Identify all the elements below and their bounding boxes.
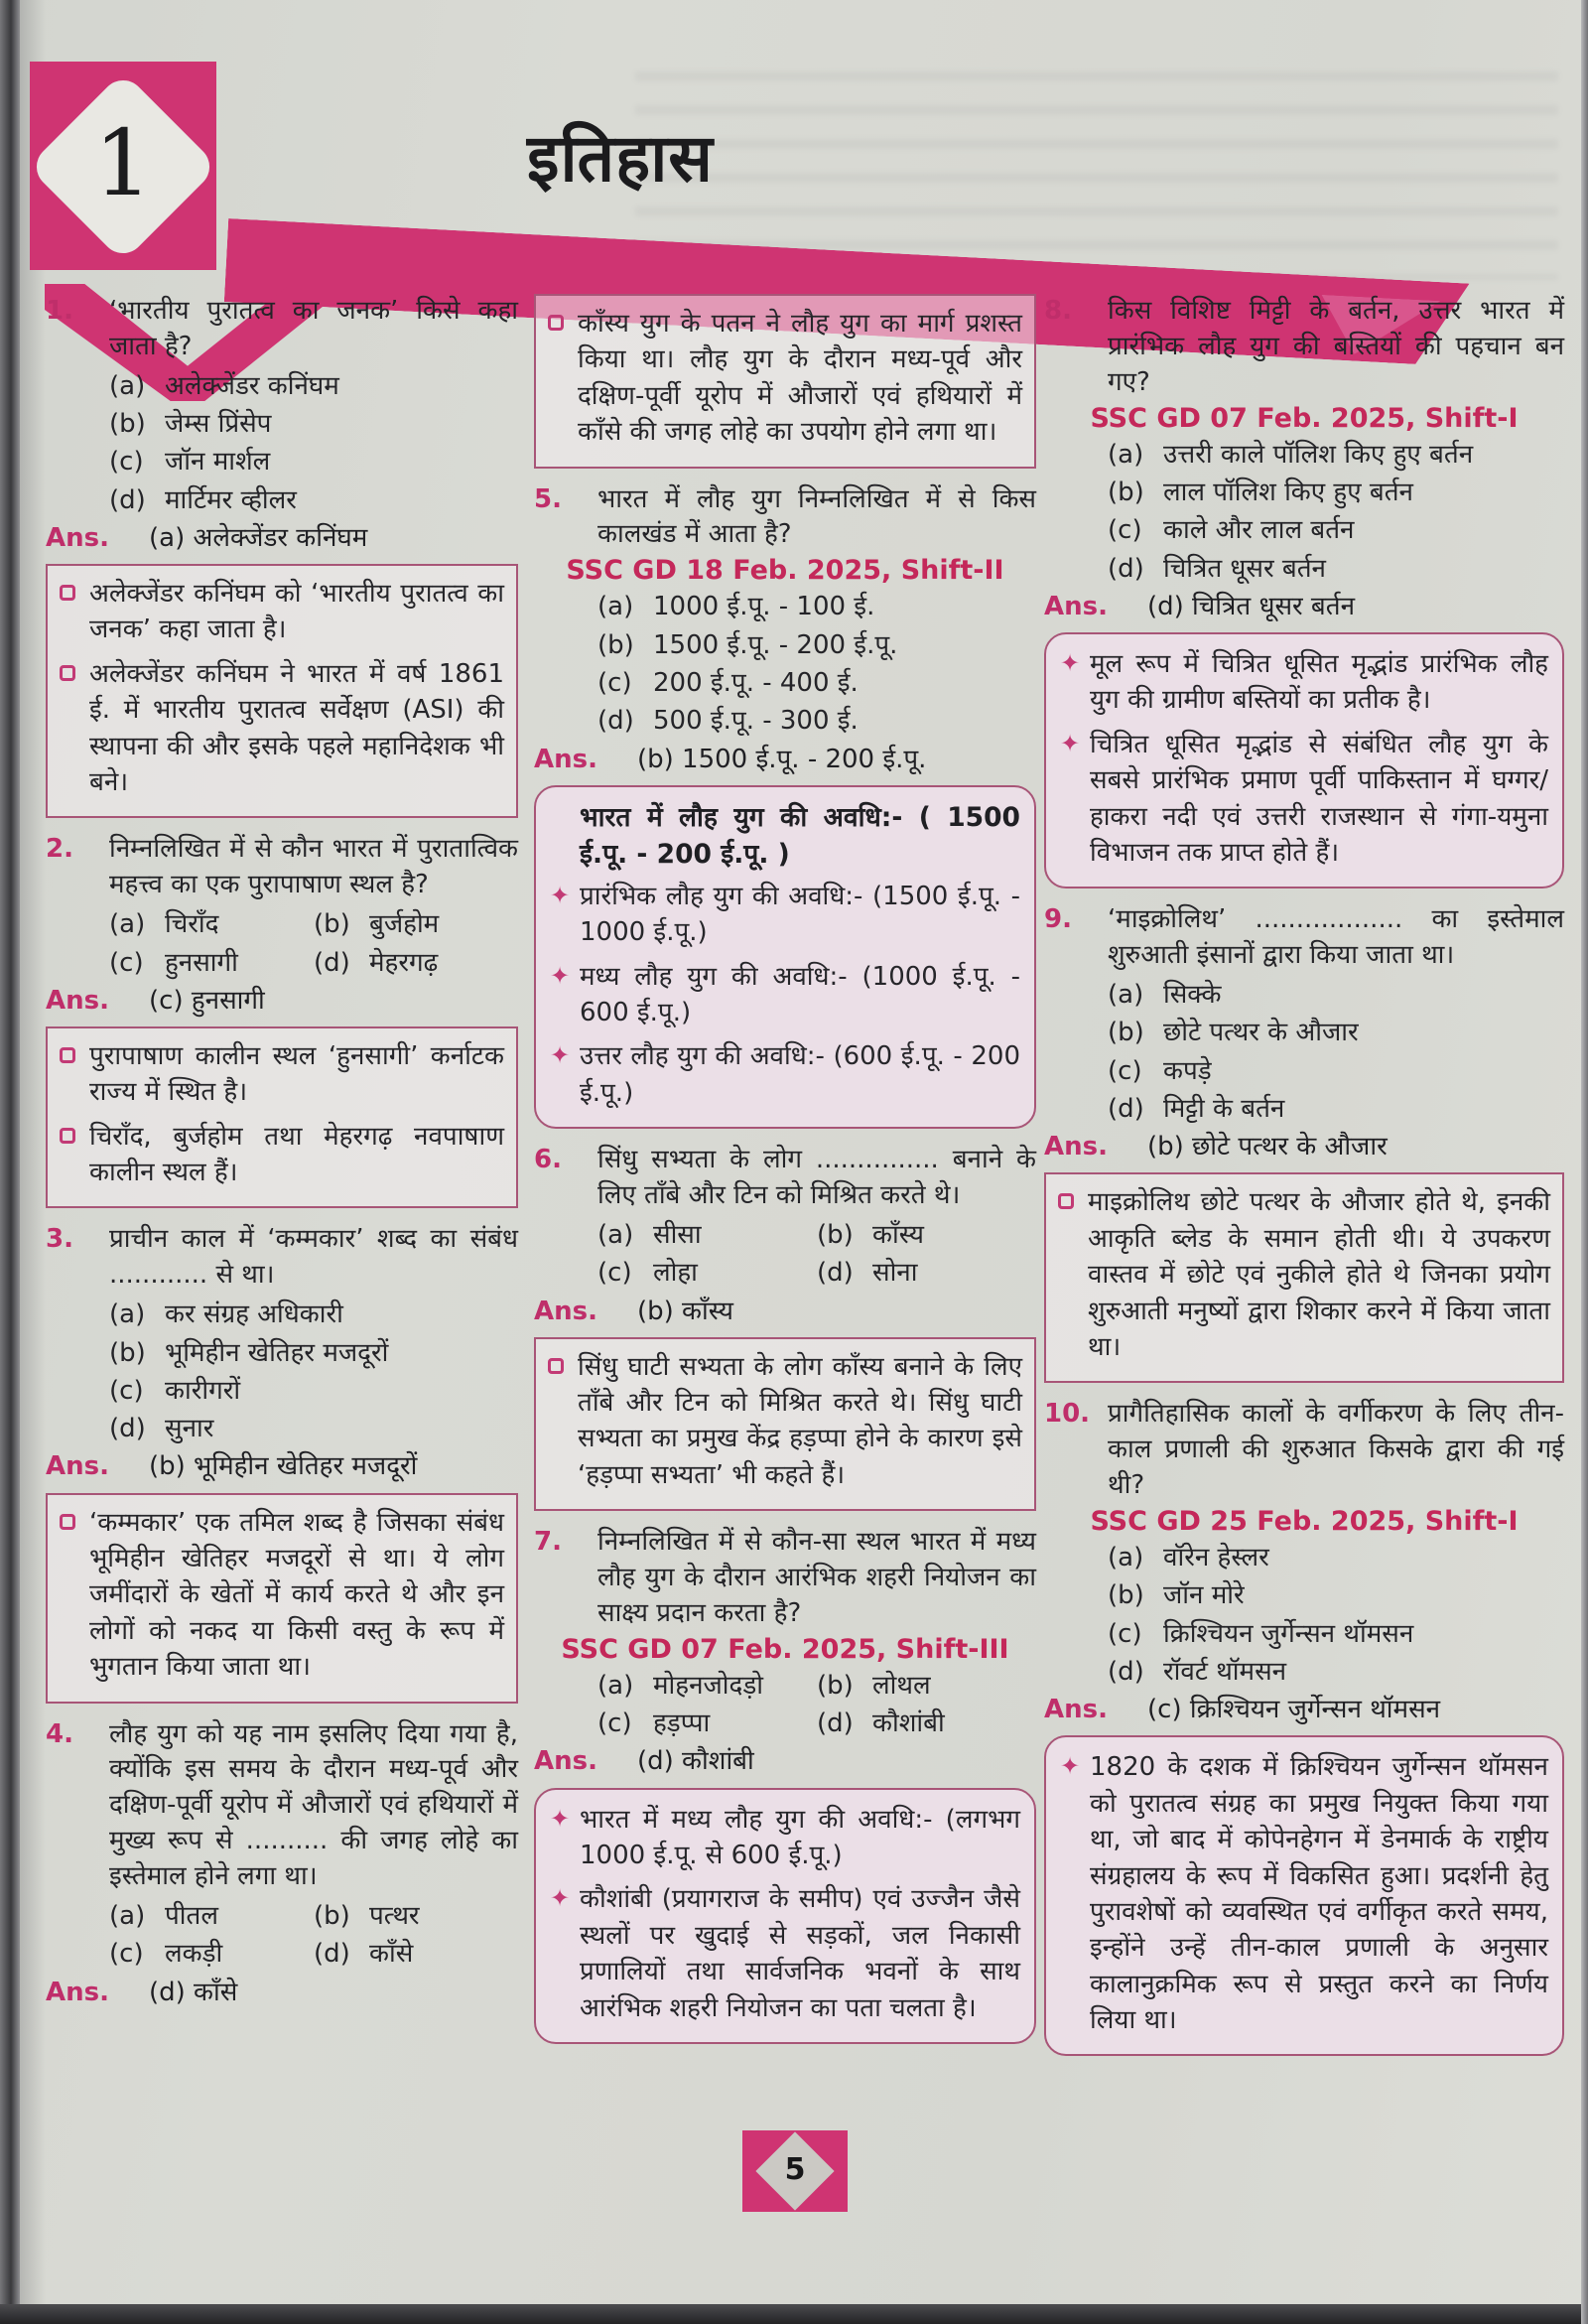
info-box	[1044, 1735, 1564, 2056]
answer-text: (b) भूमिहीन खेतिहर मजदूरों	[149, 1451, 418, 1482]
question-text: भारत में लौह युग निम्नलिखित में से किस कालखंड में आता है?	[597, 483, 1036, 550]
option-label: (b)	[1108, 1580, 1144, 1611]
explanation-text: ‘कम्मकार’ एक तमिल शब्द है जिसका संबंध भूमिहीन खेतिहर मजदूरों से था। ये लोग जमींदारों के खेतों में कार्य करते थे और इन लोगों को नकद या किसी वस्तु के रूप में भुगतान किया जाता था।	[89, 1507, 504, 1683]
option-label: (c)	[109, 1939, 144, 1970]
answer-text: (d) काँसे	[149, 1977, 238, 2007]
exam-source: SSC GD 07 Feb. 2025, Shift-III	[561, 1633, 1009, 1665]
option-text: सिक्के	[1163, 980, 1222, 1011]
option-text: हड़प्पा	[653, 1709, 711, 1739]
option-text: उत्तरी काले पॉलिश किए हुए बर्तन	[1163, 439, 1474, 470]
question-number: 3.	[46, 1224, 73, 1255]
answer-row	[1044, 590, 1564, 624]
option-text: चित्रित धूसर बर्तन	[1163, 553, 1326, 584]
page-edge-bottom	[0, 2304, 1588, 2324]
question-number: 8.	[1044, 296, 1072, 326]
option-label: (b)	[817, 1670, 854, 1701]
option-text: कारीगरों	[165, 1375, 241, 1406]
answer-label: Ans.	[534, 1296, 597, 1326]
exam-source: SSC GD 07 Feb. 2025, Shift-I	[1090, 402, 1519, 434]
option-text: पीतल	[165, 1900, 218, 1931]
info-box	[1044, 632, 1564, 889]
question-number: 9.	[1044, 904, 1072, 935]
question-text: किस विशिष्ट मिट्टी के बर्तन, उत्तर भारत में प्रारंभिक लौह युग की बस्तियों की पहचान बन गए?	[1108, 296, 1564, 397]
option-label: (c)	[109, 447, 144, 478]
square-bullet-icon	[60, 585, 75, 601]
explanation-text: अलेक्जेंडर कनिंघम को ‘भारतीय पुरातत्व का जनक’ कहा जाता है।	[89, 579, 504, 645]
option-text: क्रिश्चियन जुर्गेन्सन थॉमसन	[1163, 1618, 1414, 1649]
option-text: काँसे	[369, 1939, 414, 1970]
question-text: प्रागैतिहासिक कालों के वर्गीकरण के लिए तीन-काल प्रणाली की शुरुआत किसके द्वारा की गई थी?	[1108, 1399, 1564, 1501]
exam-source: SSC GD 18 Feb. 2025, Shift-II	[566, 555, 1004, 587]
question-10	[1044, 1397, 1564, 2056]
explanation-text: अलेक्जेंडर कनिंघम ने भारत में वर्ष 1861 ई. में भारतीय पुरातत्व सर्वेक्षण (ASI) की स्थापना की और इसके पहले महानिदेशक भी बने।	[89, 658, 504, 798]
option-a	[1108, 978, 1564, 1012]
answer-label: Ans.	[1044, 1132, 1108, 1162]
option-label: (c)	[1108, 1618, 1142, 1649]
option-text: मार्टिमर व्हीलर	[165, 484, 297, 515]
info-box-heading: भारत में लौह युग की अवधि:- ( 1500 ई.पू. - 200 ई.पू. )	[580, 801, 1020, 870]
info-text: प्रारंभिक लौह युग की अवधि:- (1500 ई.पू. - 1000 ई.पू.)	[580, 881, 1020, 948]
option-text: मोहनजोदड़ो	[653, 1670, 763, 1701]
option-text: जॉन मोरे	[1163, 1580, 1245, 1611]
square-bullet-icon	[548, 315, 564, 331]
option-text: वॉरेन हेस्लर	[1163, 1542, 1269, 1572]
option-label: (b)	[109, 1337, 146, 1368]
option-text: कर संग्रह अधिकारी	[165, 1299, 343, 1330]
option-text: लोथल	[872, 1670, 931, 1701]
option-label: (a)	[1108, 1542, 1144, 1572]
option-label: (a)	[109, 909, 146, 940]
question-9	[1044, 902, 1564, 1383]
option-label: (d)	[1108, 1094, 1144, 1124]
option-c	[1108, 1054, 1564, 1088]
answer-label: Ans.	[46, 1977, 109, 2007]
option-b	[109, 1336, 518, 1370]
explanation-text: काँस्य युग के पतन ने लौह युग का मार्ग प्रशस्त किया था। लौह युग के दौरान मध्य-पूर्व और दक्षिण-पूर्वी यूरोप में औजारों एवं हथियारों में काँसे की जगह लोहे का उपयोग होने लगा था।	[578, 309, 1022, 448]
option-text: 1500 ई.पू. - 200 ई.पू.	[653, 629, 898, 660]
option-label: (a)	[1108, 439, 1144, 470]
option-label: (c)	[109, 1375, 144, 1406]
question-number: 10.	[1044, 1399, 1091, 1430]
option-label: (c)	[597, 1258, 632, 1289]
option-d	[109, 483, 518, 517]
page-edge-left-shadow	[20, 0, 46, 2324]
option-text: अलेक्जेंडर कनिंघम	[165, 370, 339, 401]
option-text: कौशांबी	[872, 1709, 945, 1739]
option-b	[1108, 476, 1564, 509]
explanation-box	[46, 1493, 518, 1704]
option-d	[314, 946, 518, 980]
option-label: (d)	[817, 1258, 854, 1289]
answer-text: (c) हुनसागी	[149, 985, 265, 1016]
answer-text: (b) छोटे पत्थर के औजार	[1147, 1132, 1388, 1162]
answer-row	[46, 521, 518, 556]
answer-row	[1044, 1130, 1564, 1164]
explanation-box	[534, 1337, 1036, 1512]
question-text: निम्नलिखित में से कौन-सा स्थल भारत में मध्य लौह युग के दौरान आरंभिक शहरी नियोजन का साक्ष्य प्रदान करता है?	[597, 1527, 1036, 1628]
diamond-bullet-icon: ✦	[1060, 729, 1081, 757]
question-text: ‘भारतीय पुरातत्व का जनक’ किसे कहा जाता है?	[109, 296, 518, 361]
option-label: (a)	[109, 370, 146, 401]
option-text: चिराँद	[165, 909, 219, 940]
option-c	[597, 1256, 817, 1290]
option-d	[1108, 552, 1564, 586]
explanation-text: पुरापाषाण कालीन स्थल ‘हुनसागी’ कर्नाटक राज्य में स्थित है।	[89, 1040, 504, 1108]
question-number: 4.	[46, 1718, 73, 1749]
option-text: जेम्स प्रिंसेप	[165, 409, 272, 440]
info-text: कौशांबी (प्रयागराज के समीप) एवं उज्जैन जैसे स्थलों पर खुदाई से सड़कों, जल निकासी प्रणालियों तथा सार्वजनिक भवनों के साथ आरंभिक शहरी नियोजन का पता चलता है।	[580, 1884, 1020, 2023]
diamond-bullet-icon: ✦	[550, 1804, 571, 1833]
option-text: सुनार	[165, 1414, 214, 1444]
option-d	[109, 1412, 518, 1445]
diamond-bullet-icon: ✦	[1060, 648, 1081, 677]
question-text: सिंधु सभ्यता के लोग ............... बनाने के लिए ताँबे और टिन को मिश्रित करते थे।	[597, 1145, 1036, 1211]
option-text: मिट्टी के बर्तन	[1163, 1094, 1285, 1124]
question-number: 5.	[534, 483, 562, 514]
diamond-bullet-icon: ✦	[1060, 1752, 1081, 1781]
option-b	[817, 1669, 1036, 1703]
option-a	[597, 1218, 817, 1252]
option-c	[109, 946, 314, 980]
answer-label: Ans.	[46, 1451, 109, 1482]
page-edge-right	[1581, 0, 1588, 2324]
explanation-box	[1044, 1172, 1564, 1383]
page-title: इतिहास	[527, 120, 714, 197]
option-label: (c)	[1108, 1055, 1142, 1086]
answer-label: Ans.	[1044, 1695, 1108, 1725]
option-text: काँस्य	[872, 1219, 924, 1250]
explanation-box	[534, 294, 1036, 469]
option-b	[109, 407, 518, 441]
option-d	[597, 704, 1036, 738]
option-c	[109, 1374, 518, 1408]
column-1	[46, 294, 518, 2018]
chapter-number: 1	[93, 110, 153, 216]
option-text: छोटे पत्थर के औजार	[1163, 1018, 1359, 1048]
diamond-bullet-icon: ✦	[550, 881, 571, 909]
question-text: निम्नलिखित में से कौन भारत में पुरातात्विक महत्त्व का एक पुरापाषाण स्थल है?	[109, 834, 518, 900]
option-a	[1108, 1541, 1564, 1574]
option-label: (c)	[597, 1709, 632, 1739]
option-text: लोहा	[653, 1258, 698, 1289]
option-label: (b)	[314, 1900, 350, 1931]
option-b	[1108, 1578, 1564, 1612]
question-3	[46, 1222, 518, 1703]
option-text: पत्थर	[369, 1900, 420, 1931]
answer-row	[1044, 1693, 1564, 1727]
square-bullet-icon	[60, 1047, 75, 1063]
option-label: (d)	[1108, 553, 1144, 584]
info-box	[534, 1788, 1036, 2044]
answer-row	[46, 1976, 518, 2010]
option-label: (d)	[109, 1414, 146, 1444]
option-a	[1108, 438, 1564, 472]
option-b	[817, 1218, 1036, 1252]
option-a	[109, 907, 314, 941]
option-c	[1108, 1617, 1564, 1651]
option-label: (a)	[109, 1900, 146, 1931]
option-text: 200 ई.पू. - 400 ई.	[653, 667, 859, 698]
option-text: हुनसागी	[165, 947, 238, 978]
info-text: मूल रूप में चित्रित धूसित मृद्भांड प्रारंभिक लौह युग की ग्रामीण बस्तियों का प्रतीक है।	[1090, 648, 1548, 716]
option-a	[109, 1298, 518, 1331]
option-text: लाल पॉलिश किए हुए बर्तन	[1163, 477, 1413, 507]
question-2	[46, 832, 518, 1208]
answer-text: (d) कौशांबी	[637, 1746, 754, 1777]
option-c	[597, 1707, 817, 1740]
option-text: रॉवर्ट थॉमसन	[1163, 1656, 1287, 1687]
diamond-bullet-icon: ✦	[550, 961, 571, 990]
page-number: 5	[784, 2152, 806, 2187]
option-label: (d)	[314, 947, 350, 978]
info-text: मध्य लौह युग की अवधि:- (1000 ई.पू. - 600 ई.पू.)	[580, 961, 1020, 1028]
option-text: भूमिहीन खेतिहर मजदूरों	[165, 1337, 389, 1368]
option-label: (b)	[314, 909, 350, 940]
option-label: (c)	[109, 947, 144, 978]
option-label: (d)	[1108, 1656, 1144, 1687]
option-b	[597, 628, 1036, 662]
answer-label: Ans.	[46, 985, 109, 1016]
option-text: लकड़ी	[165, 1939, 223, 1970]
option-text: काले और लाल बर्तन	[1163, 515, 1355, 546]
answer-text: (a) अलेक्जेंडर कनिंघम	[149, 523, 368, 553]
answer-row	[46, 1449, 518, 1484]
option-label: (d)	[314, 1939, 350, 1970]
square-bullet-icon	[548, 1358, 564, 1374]
question-number: 1.	[46, 296, 73, 326]
option-label: (a)	[597, 592, 634, 622]
option-text: 500 ई.पू. - 300 ई.	[653, 706, 859, 737]
answer-row	[534, 1295, 1036, 1329]
option-a	[109, 369, 518, 403]
answer-label: Ans.	[1044, 591, 1108, 621]
question-number: 7.	[534, 1527, 562, 1558]
explanation-text: माइक्रोलिथ छोटे पत्थर के औजार होते थे, इनकी आकृति ब्लेड के समान होती थी। ये उपकरण वास्तव में छोटे एवं नुकीले होते थे जिनका प्रयोग शुरुआती मनुष्यों द्वारा शिकार करने में किया जाता था।	[1088, 1187, 1550, 1362]
answer-label: Ans.	[46, 523, 109, 553]
info-text: भारत में मध्य लौह युग की अवधि:- (लगभग 1000 ई.पू. से 600 ई.पू.)	[580, 1804, 1020, 1870]
question-text: ‘माइक्रोलिथ’ .................. का इस्तेमाल शुरुआती इंसानों द्वारा किया जाता था।	[1108, 904, 1564, 971]
option-b	[1108, 1016, 1564, 1049]
option-label: (a)	[597, 1219, 634, 1250]
option-d	[314, 1937, 518, 1971]
option-label: (c)	[597, 667, 632, 698]
option-label: (b)	[109, 409, 146, 440]
option-label: (d)	[109, 484, 146, 515]
question-6	[534, 1143, 1036, 1511]
info-box	[534, 785, 1036, 1130]
option-label: (a)	[597, 1670, 634, 1701]
answer-text: (d) चित्रित धूसर बर्तन	[1147, 591, 1356, 621]
answer-row	[534, 1744, 1036, 1779]
option-c	[1108, 513, 1564, 547]
explanation-box	[46, 564, 518, 818]
answer-text: (b) 1500 ई.पू. - 200 ई.पू.	[637, 744, 927, 774]
square-bullet-icon	[60, 1514, 75, 1530]
option-a	[597, 1669, 817, 1703]
question-4	[46, 1717, 518, 2010]
option-text: 1000 ई.पू. - 100 ई.	[653, 592, 875, 622]
option-text: कपड़े	[1163, 1055, 1212, 1086]
page-edge-left	[0, 0, 20, 2324]
square-bullet-icon	[1058, 1193, 1074, 1209]
option-a	[597, 590, 1036, 623]
question-8	[1044, 294, 1564, 889]
option-c	[109, 445, 518, 478]
option-text: जॉन मार्शल	[165, 447, 271, 478]
option-a	[109, 1899, 314, 1933]
square-bullet-icon	[60, 665, 75, 681]
option-d	[817, 1256, 1036, 1290]
column-3	[1044, 294, 1564, 2070]
answer-text: (c) क्रिश्चियन जुर्गेन्सन थॉमसन	[1147, 1695, 1441, 1725]
question-text: लौह युग को यह नाम इसलिए दिया गया है, क्योंकि इस समय के दौरान मध्य-पूर्व और दक्षिण-पूर्वी यूरोप में औजारों एवं हथियारों में मुख्य रूप से .......... की जगह लोहे का इस्तेमाल होने लगा था।	[109, 1718, 518, 1892]
answer-label: Ans.	[534, 744, 597, 774]
option-label: (b)	[1108, 477, 1144, 507]
question-7	[534, 1525, 1036, 2044]
option-text: मेहरगढ़	[369, 947, 439, 978]
explanation-text: सिंधु घाटी सभ्यता के लोग काँस्य बनाने के लिए ताँबे और टिन को मिश्रित करते थे। सिंधु घाटी सभ्यता का प्रमुख केंद्र हड़प्पा होने के कारण इसे ‘हड़प्पा सभ्यता’ भी कहते हैं।	[578, 1351, 1022, 1490]
option-label: (b)	[817, 1219, 854, 1250]
square-bullet-icon	[60, 1128, 75, 1144]
option-d	[1108, 1655, 1564, 1689]
option-label: (a)	[109, 1299, 146, 1330]
answer-text: (b) काँस्य	[637, 1296, 733, 1326]
diamond-bullet-icon: ✦	[550, 1884, 571, 1913]
explanation-text: चिराँद, बुर्जहोम तथा मेहरगढ़ नवपाषाण कालीन स्थल हैं।	[89, 1121, 504, 1188]
option-text: सोना	[872, 1258, 918, 1289]
option-text: बुर्जहोम	[369, 909, 440, 940]
option-c	[109, 1937, 314, 1971]
exam-source: SSC GD 25 Feb. 2025, Shift-I	[1090, 1505, 1519, 1537]
option-b	[314, 1899, 518, 1933]
question-number: 6.	[534, 1145, 562, 1175]
option-c	[597, 666, 1036, 700]
info-text: उत्तर लौह युग की अवधि:- (600 ई.पू. - 200 ई.पू.)	[580, 1041, 1020, 1108]
diamond-bullet-icon: ✦	[550, 1041, 571, 1070]
option-label: (a)	[1108, 980, 1144, 1011]
info-text: चित्रित धूसित मृद्भांड से संबंधित लौह युग के सबसे प्रारंभिक प्रमाण पूर्वी पाकिस्तान में घग्गर/हाकरा नदी एवं उत्तरी राजस्थान से गंगा-यमुना विभाजन तक प्राप्त होते हैं।	[1090, 729, 1548, 868]
option-label: (b)	[1108, 1018, 1144, 1048]
option-d	[817, 1707, 1036, 1740]
option-d	[1108, 1092, 1564, 1126]
answer-row	[534, 743, 1036, 777]
question-1	[46, 294, 518, 818]
option-label: (d)	[597, 706, 634, 737]
answer-label: Ans.	[534, 1746, 597, 1777]
explanation-box	[46, 1026, 518, 1209]
question-5	[534, 482, 1036, 1130]
option-b	[314, 907, 518, 941]
option-label: (d)	[817, 1709, 854, 1739]
option-text: सीसा	[653, 1219, 702, 1250]
question-text: प्राचीन काल में ‘कम्मकार’ शब्द का संबंध ............ से था।	[109, 1224, 518, 1291]
answer-row	[46, 984, 518, 1019]
page-number-box	[742, 2130, 848, 2212]
option-label: (b)	[597, 629, 634, 660]
option-label: (c)	[1108, 515, 1142, 546]
column-2	[534, 294, 1036, 2058]
info-text: 1820 के दशक में क्रिश्चियन जुर्गेन्सन थॉमसन को पुरातत्व संग्रह का प्रमुख नियुक्त किया गया था, जो बाद में कोपेनहेगन में डेनमार्क के राष्ट्रीय संग्रहालय के रूप में विकसित हुआ। प्रदर्शनी हेतु पुरावशेषों को व्यवस्थित एवं वर्गीकृत करते समय, इन्होंने उन्हें तीन-काल प्रणाली के अनुसार कालानुक्रमिक रूप से प्रस्तुत करने का निर्णय लिया था।	[1090, 1752, 1548, 2036]
question-number: 2.	[46, 834, 73, 865]
